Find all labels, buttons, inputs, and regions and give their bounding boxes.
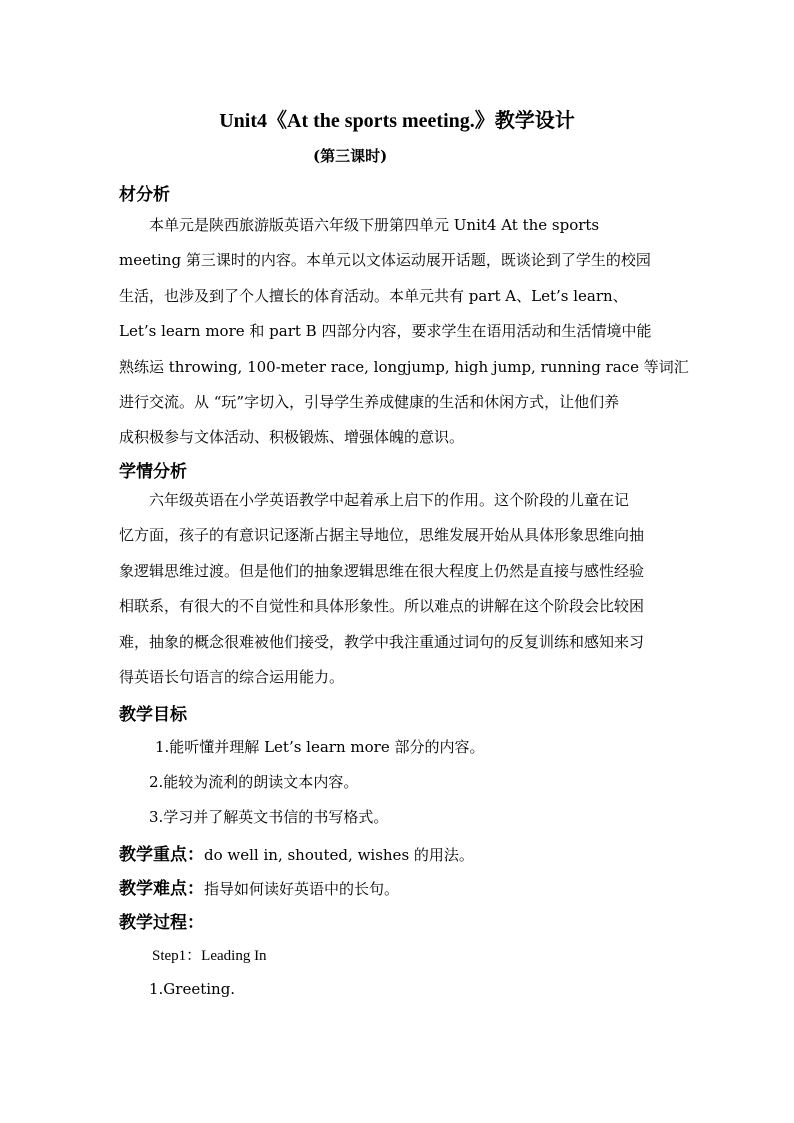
document-title: Unit4《At the sports meeting.》教学设计 (219, 110, 575, 132)
paragraph-line: 相联系，有很大的不自觉性和具体形象性。所以难点的讲解在这个阶段会比较困 (119, 597, 645, 616)
objective-item: 1.能听懂并理解 Let’s learn more 部分的内容。 (155, 738, 485, 756)
material-analysis-paragraph (119, 208, 689, 456)
document-subtitle: (第三课时) (313, 147, 388, 165)
paragraph-line: 成积极参与文体活动、积极锻炼、增强体魄的意识。 (119, 428, 465, 447)
difficulties-label: 教学难点： (119, 879, 204, 899)
objective-item: 3.学习并了解英文书信的书写格式。 (149, 808, 389, 826)
step-item: 1.Greeting. (149, 980, 236, 998)
objective-item: 2.能较为流利的朗读文本内容。 (149, 773, 359, 791)
difficulties-text: 指导如何读好英语中的长句。 (204, 880, 400, 898)
key-points-text: do well in, shouted, wishes 的用法。 (204, 846, 474, 864)
paragraph-line: meeting 第三课时的内容。本单元以文体运动展开话题，既谈论到了学生的校园 (119, 251, 651, 270)
section-heading-process: 教学过程： (119, 913, 204, 933)
paragraph-line: 六年级英语在小学英语教学中起着承上启下的作用。这个阶段的儿童在记 (119, 491, 630, 509)
step-heading: Step1：Leading In (152, 948, 267, 964)
paragraph-line: 得英语长句语言的综合运用能力。 (119, 668, 345, 687)
paragraph-line: 生活，也涉及到了个人擅长的体育活动。本单元共有 part A、Let’s learn、 (119, 286, 628, 305)
difficulties (119, 874, 399, 899)
paragraph-line: 象逻辑思维过渡。但是他们的抽象逻辑思维在很大程度上仍然是直接与感性经验 (119, 561, 645, 580)
paragraph-line: 忆方面，孩子的有意识记逐渐占据主导地位，思维发展开始从具体形象思维向抽 (119, 526, 645, 545)
paragraph-line: 进行交流。从 “玩”字切入，引导学生养成健康的生活和休闲方式，让他们养 (119, 393, 620, 412)
paragraph-line: 熟练运 throwing, 100-meter race, longjump, high jump, running race 等词汇 (119, 357, 689, 376)
key-points-label: 教学重点： (119, 845, 204, 865)
section-heading-objectives: 教学目标 (119, 705, 187, 725)
learner-analysis-paragraph (119, 483, 675, 695)
key-points (119, 840, 474, 865)
paragraph-line: 本单元是陕西旅游版英语六年级下册第四单元 Unit4 At the sports (119, 216, 600, 234)
paragraph-line: 难，抽象的概念很难被他们接受，教学中我注重通过词句的反复训练和感知来习 (119, 632, 645, 651)
section-heading-material: 材分析 (119, 185, 170, 205)
section-heading-learners: 学情分析 (119, 462, 187, 482)
paragraph-line: Let’s learn more 和 part B 四部分内容，要求学生在语用活动和生活情境中能 (119, 322, 652, 341)
